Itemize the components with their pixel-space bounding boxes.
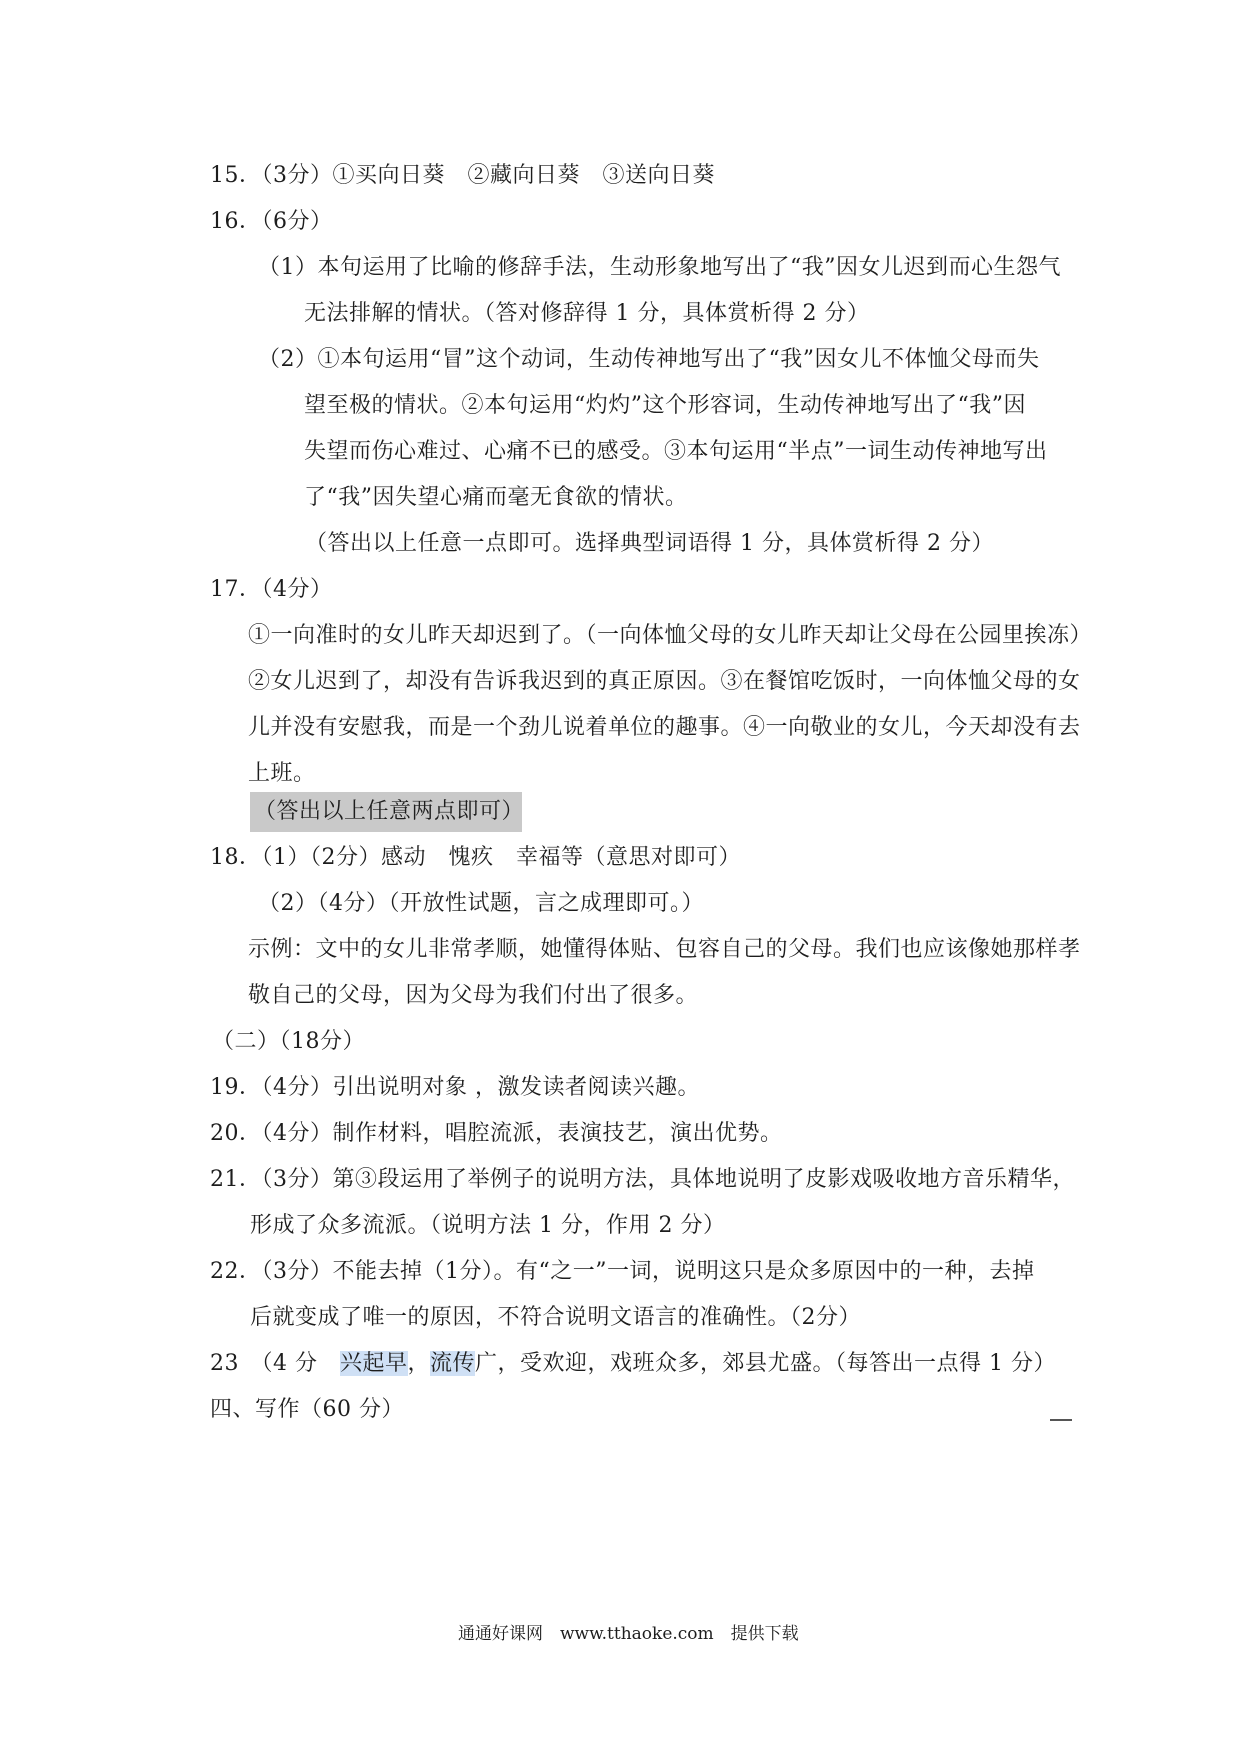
- answer-16-1-line-2: 无法排解的情状。（答对修辞得 1 分，具体赏析得 2 分）: [304, 301, 870, 326]
- answer-23-rest: 广，受欢迎，戏班众多，郊县尤盛。（每答出一点得 1 分）: [475, 1351, 1057, 1376]
- answer-23-comma: ，: [407, 1351, 431, 1376]
- answer-18-2: （2）（4分）（开放性试题，言之成理即可。）: [258, 891, 704, 916]
- answer-15: 15．（3分）①买向日葵 ②藏向日葵 ③送向日葵: [210, 163, 715, 188]
- answer-18-example-line-1: 示例：文中的女儿非常孝顺，她懂得体贴、包容自己的父母。我们也应该像她那样孝: [248, 937, 1081, 962]
- answer-16-1-line-1: （1）本句运用了比喻的修辞手法，生动形象地写出了“我”因女儿迟到而心生怨气: [258, 255, 1061, 280]
- answer-16-2-line-3: 失望而伤心难过、心痛不已的感受。③本句运用“半点”一词生动传神地写出: [304, 439, 1048, 464]
- answer-17-heading: 17．（4分）: [210, 577, 333, 602]
- answer-16-2-line-4: 了“我”因失望心痛而毫无食欲的情状。: [304, 485, 688, 510]
- answer-23-prefix: 23 （4 分: [210, 1351, 340, 1376]
- answer-22-line-1: 22．（3分）不能去掉（1分）。有“之一”一词，说明这只是众多原因中的一种，去掉: [210, 1259, 1035, 1284]
- page-footer: 通通好课网 www.tthaoke.com 提供下载: [458, 1624, 799, 1644]
- answer-17-line-2: ②女儿迟到了，却没有告诉我迟到的真正原因。③在餐馆吃饭时，一向体恤父母的女: [248, 669, 1081, 694]
- answer-17-line-1: ①一向准时的女儿昨天却迟到了。（一向体恤父母的女儿昨天却让父母在公园里挨冻）: [248, 623, 1093, 648]
- answer-17-note: （答出以上任意两点即可）: [254, 799, 525, 824]
- answer-23-highlight-1: 兴起早: [340, 1351, 408, 1376]
- answer-23: [210, 1349, 1056, 1379]
- answer-16-2-note: （答出以上任意一点即可。选择典型词语得 1 分，具体赏析得 2 分）: [305, 531, 994, 556]
- section-4-heading: 四、写作（60 分）: [210, 1397, 404, 1422]
- answer-16-2-line-1: （2）①本句运用“冒”这个动词，生动传神地写出了“我”因女儿不体恤父母而失: [258, 347, 1040, 372]
- answer-21-line-1: 21．（3分）第③段运用了举例子的说明方法，具体地说明了皮影戏吸收地方音乐精华，: [210, 1167, 1075, 1192]
- answer-23-highlight-2: 流传: [430, 1351, 476, 1376]
- answer-20: 20．（4分）制作材料，唱腔流派，表演技艺，演出优势。: [210, 1121, 783, 1146]
- section-2-heading: （二）（18分）: [212, 1029, 365, 1054]
- page-dash-mark: [1050, 1419, 1072, 1421]
- answer-16-2-line-2: 望至极的情状。②本句运用“灼灼”这个形容词，生动传神地写出了“我”因: [304, 393, 1026, 418]
- answer-16-heading: 16．（6分）: [210, 209, 333, 234]
- answer-17-line-4: 上班。: [248, 761, 316, 786]
- answer-17-line-3: 儿并没有安慰我，而是一个劲儿说着单位的趣事。④一向敬业的女儿，今天却没有去: [248, 715, 1081, 740]
- answer-18-1: 18．（1）（2分）感动 愧疚 幸福等（意思对即可）: [210, 845, 741, 870]
- answer-19: 19．（4分）引出说明对象 ，激发读者阅读兴趣。: [210, 1075, 700, 1100]
- answer-18-example-line-2: 敬自己的父母，因为父母为我们付出了很多。: [248, 983, 699, 1008]
- answer-21-line-2: 形成了众多流派。（说明方法 1 分，作用 2 分）: [250, 1213, 726, 1238]
- answer-22-line-2: 后就变成了唯一的原因，不符合说明文语言的准确性。（2分）: [250, 1305, 861, 1330]
